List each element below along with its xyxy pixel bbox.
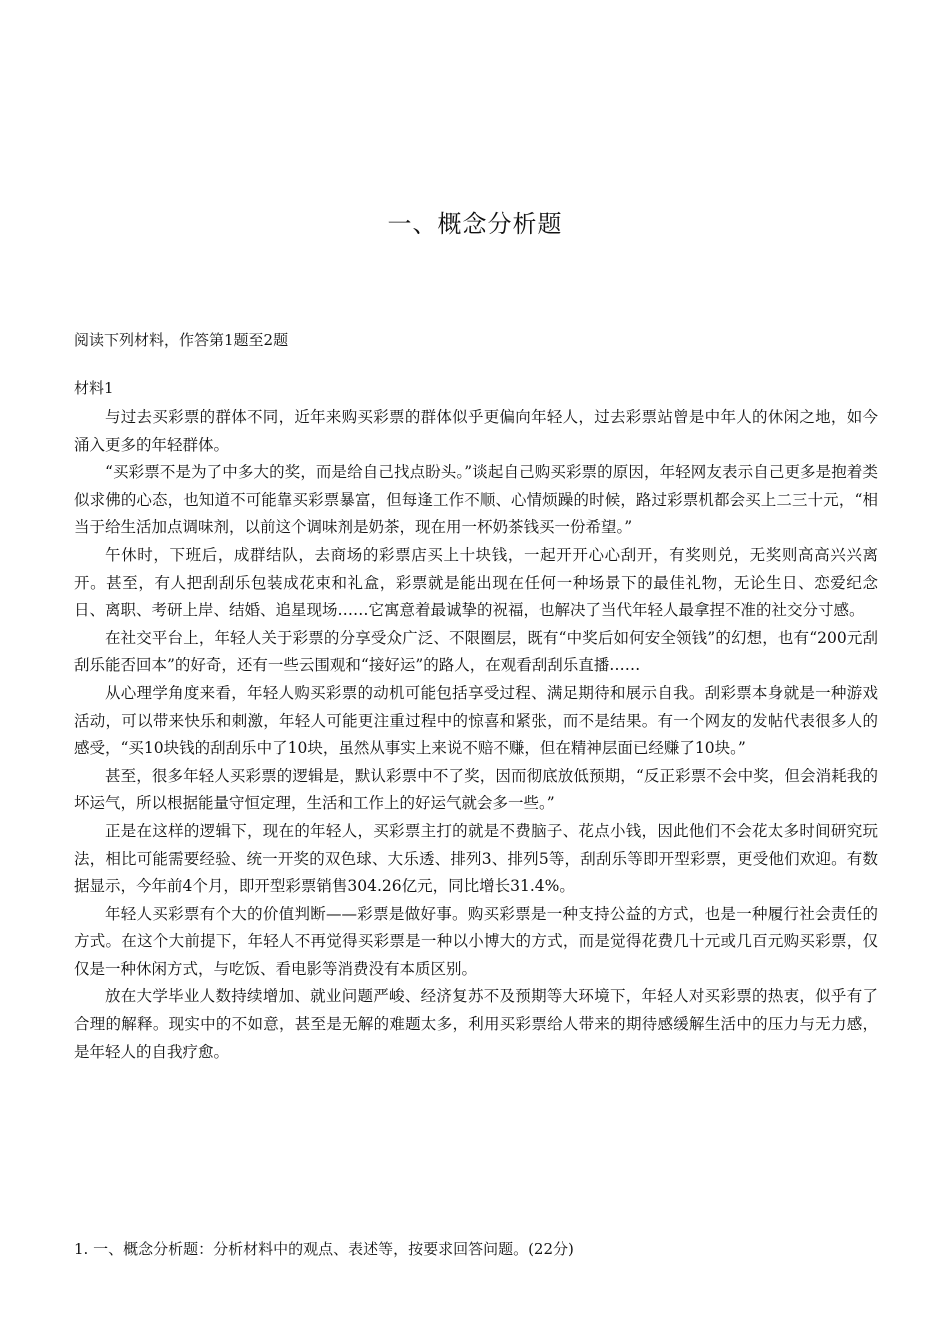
paragraph: “买彩票不是为了中多大的奖，而是给自己找点盼头。”谈起自己购买彩票的原因，年轻网友表示自己更多是抱着类似求佛的心态，也知道不可能靠买彩票暴富，但每逢工作不顺、心情烦躁的时候，路过彩票机都会买上二三十元，“相当于给生活加点调味剂，以前这个调味剂是奶茶，现在用一杯奶茶钱买一份希望。” xyxy=(74,463,878,537)
paragraph: 甚至，很多年轻人买彩票的逻辑是，默认彩票中不了奖，因而彻底放低预期，“反正彩票不会中奖，但会消耗我的坏运气，所以根据能量守恒定理，生活和工作上的好运气就会多一些。” xyxy=(74,766,878,813)
question-item: 1. 一、概念分析题：分析材料中的观点、表述等，按要求回答问题。(22分) xyxy=(74,1240,574,1258)
paragraph: 与过去买彩票的群体不同，近年来购买彩票的群体似乎更偏向年轻人，过去彩票站曾是中年人的休闲之地，如今涌入更多的年轻群体。 xyxy=(74,408,878,454)
page-title: 一、概念分析题 xyxy=(387,210,563,238)
paragraph: 在社交平台上，年轻人关于彩票的分享受众广泛、不限圈层，既有“中奖后如何安全领钱”的幻想，也有“200元刮刮乐能否回本”的好奇，还有一些云围观和“接好运”的路人，在观看刮刮乐直播…… xyxy=(74,628,878,675)
paragraph: 正是在这样的逻辑下，现在的年轻人，买彩票主打的就是不费脑子、花点小钱，因此他们不会花太多时间研究玩法，相比可能需要经验、统一开奖的双色球、大乐透、排列3、排列5等，刮刮乐等即开型彩票，更受他们欢迎。有数据显示，今年前4个月，即开型彩票销售304.26亿元，同比增长31.4%。 xyxy=(74,821,878,896)
material-label: 材料1 xyxy=(74,379,114,397)
paragraph: 年轻人买彩票有个大的价值判断——彩票是做好事。购买彩票是一种支持公益的方式，也是一种履行社会责任的方式。在这个大前提下，年轻人不再觉得买彩票是一种以小博大的方式，而是觉得花费几十元或几百元购买彩票，仅仅是一种休闲方式，与吃饭、看电影等消费没有本质区别。 xyxy=(74,904,878,978)
paragraph: 午休时，下班后，成群结队，去商场的彩票店买上十块钱，一起开开心心刮开，有奖则兑，无奖则高高兴兴离开。甚至，有人把刮刮乐包装成花束和礼盒，彩票就是能出现在任何一种场景下的最佳礼物，无论生日、恋爱纪念日、离职、考研上岸、结婚、追星现场……它寓意着最诚挚的祝福，也解决了当代年轻人最拿捏不准的社交分寸感。 xyxy=(74,545,878,620)
paragraph: 从心理学角度来看，年轻人购买彩票的动机可能包括享受过程、满足期待和展示自我。刮彩票本身就是一种游戏活动，可以带来快乐和刺激，年轻人可能更注重过程中的惊喜和紧张，而不是结果。有一个网友的发帖代表很多人的感受，“买10块钱的刮刮乐中了10块，虽然从事实上来说不赔不赚，但在精神层面已经赚了10块。” xyxy=(74,683,878,758)
reading-instruction: 阅读下列材料，作答第1题至2题 xyxy=(74,331,289,349)
material-body xyxy=(74,404,878,1066)
paragraph: 放在大学毕业人数持续增加、就业问题严峻、经济复苏不及预期等大环境下，年轻人对买彩票的热衷，似乎有了合理的解释。现实中的不如意，甚至是无解的难题太多，利用买彩票给人带来的期待感缓解生活中的压力与无力感，是年轻人的自我疗愈。 xyxy=(74,987,878,1061)
